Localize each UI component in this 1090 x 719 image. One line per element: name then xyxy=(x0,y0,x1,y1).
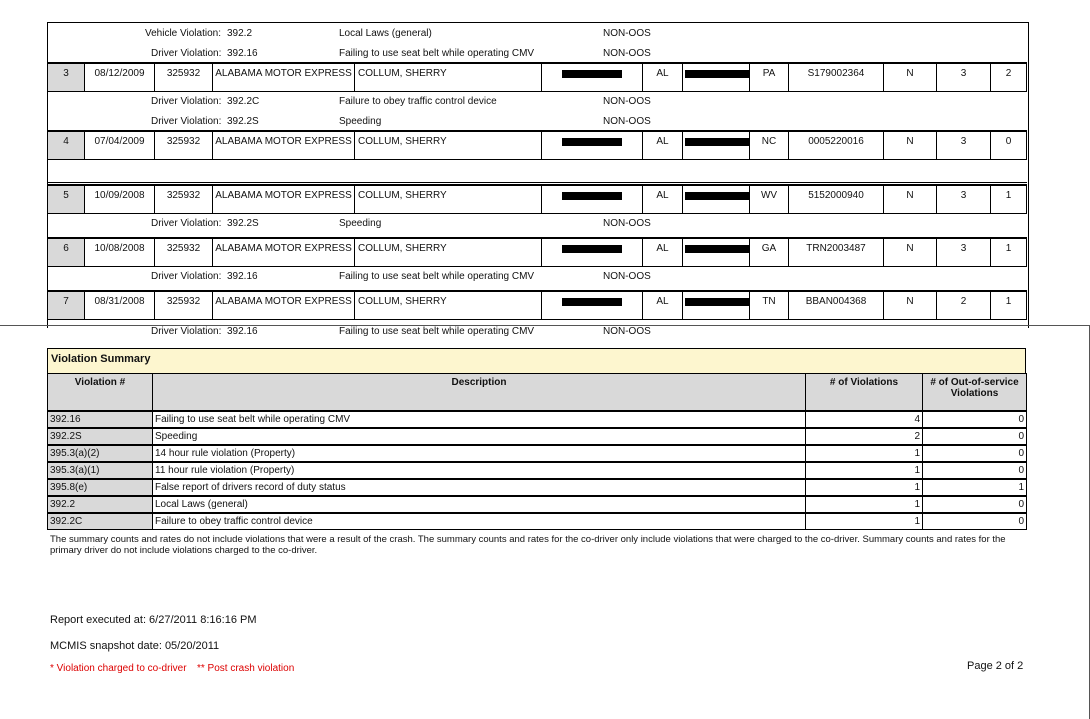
violation-label: Driver Violation: xyxy=(151,48,222,59)
inspection-num: 7 xyxy=(47,291,85,320)
inspection-num: 6 xyxy=(47,238,85,267)
inspection-viol: 0 xyxy=(990,131,1027,160)
inspection-carrier: ALABAMA MOTOR EXPRESS xyxy=(212,185,355,214)
violation-oos: NON-OOS xyxy=(603,116,651,127)
inspection-driver: COLLUM, SHERRY xyxy=(354,185,542,214)
inspection-viol: 1 xyxy=(990,238,1027,267)
inspection-driver: COLLUM, SHERRY xyxy=(354,131,542,160)
redacted-field xyxy=(682,131,750,160)
violation-label: Driver Violation: xyxy=(151,116,222,127)
inspection-carrier: ALABAMA MOTOR EXPRESS xyxy=(212,291,355,320)
inspection-num: 4 xyxy=(47,131,85,160)
inspection-lic-state: AL xyxy=(642,185,683,214)
summary-cell-oos: 0 xyxy=(922,411,1027,428)
inspection-insp-state: PA xyxy=(749,63,789,92)
summary-cell-code: 395.3(a)(2) xyxy=(47,445,153,462)
summary-cell-count: 4 xyxy=(805,411,923,428)
row-separator xyxy=(47,290,1027,291)
redacted-field xyxy=(682,185,750,214)
summary-cell-count: 1 xyxy=(805,513,923,530)
summary-cell-oos: 1 xyxy=(922,479,1027,496)
violation-oos: NON-OOS xyxy=(603,326,651,337)
summary-cell-code: 392.2S xyxy=(47,428,153,445)
row-separator xyxy=(47,182,1027,183)
redaction-bar xyxy=(562,70,622,78)
violation-oos: NON-OOS xyxy=(603,271,651,282)
summary-cell-desc: Failure to obey traffic control device xyxy=(152,513,806,530)
inspection-dot: 325932 xyxy=(154,63,213,92)
inspection-dot: 325932 xyxy=(154,238,213,267)
violation-label: Driver Violation: xyxy=(151,326,222,337)
inspection-report: 0005220016 xyxy=(788,131,884,160)
redaction-bar xyxy=(685,245,749,253)
inspection-dot: 325932 xyxy=(154,185,213,214)
violation-oos: NON-OOS xyxy=(603,48,651,59)
redaction-bar xyxy=(685,70,749,78)
summary-cell-desc: Local Laws (general) xyxy=(152,496,806,513)
inspection-date: 10/09/2008 xyxy=(84,185,155,214)
inspection-level: 3 xyxy=(936,63,991,92)
redacted-field xyxy=(541,291,643,320)
inspection-level: 3 xyxy=(936,185,991,214)
violation-desc: Local Laws (general) xyxy=(339,28,432,39)
violation-code: 392.2 xyxy=(227,28,253,39)
page-number: Page 2 of 2 xyxy=(967,660,1024,672)
summary-cell-count: 1 xyxy=(805,479,923,496)
inspection-level: 3 xyxy=(936,238,991,267)
inspection-level: 3 xyxy=(936,131,991,160)
inspection-hm: N xyxy=(883,131,937,160)
legend-postcrash: ** Post crash violation xyxy=(197,663,295,674)
inspection-date: 08/31/2008 xyxy=(84,291,155,320)
summary-cell-desc: False report of drivers record of duty status xyxy=(152,479,806,496)
snapshot-date: MCMIS snapshot date: 05/20/2011 xyxy=(50,640,220,652)
summary-cell-oos: 0 xyxy=(922,428,1027,445)
summary-cell-code: 392.2C xyxy=(47,513,153,530)
inspection-viol: 1 xyxy=(990,185,1027,214)
inspection-driver: COLLUM, SHERRY xyxy=(354,238,542,267)
summary-title: Violation Summary xyxy=(47,348,1026,374)
inspection-dot: 325932 xyxy=(154,291,213,320)
summary-header-code: Violation # xyxy=(47,373,153,411)
violation-code: 392.16 xyxy=(227,271,258,282)
violation-label: Vehicle Violation: xyxy=(145,28,221,39)
inspection-dot: 325932 xyxy=(154,131,213,160)
summary-cell-oos: 0 xyxy=(922,513,1027,530)
redaction-bar xyxy=(562,138,622,146)
inspection-hm: N xyxy=(883,238,937,267)
violation-code: 392.2C xyxy=(227,96,260,107)
row-separator xyxy=(47,130,1027,131)
summary-header-oos: # of Out-of-service Violations xyxy=(922,373,1027,411)
violation-desc: Speeding xyxy=(339,116,382,127)
violation-desc: Speeding xyxy=(339,218,382,229)
violation-desc: Failing to use seat belt while operating CMV xyxy=(339,271,535,282)
row-separator xyxy=(47,62,1027,63)
redacted-field xyxy=(541,131,643,160)
legend-codriver: * Violation charged to co-driver xyxy=(50,663,187,674)
violation-code: 392.16 xyxy=(227,326,258,337)
redaction-bar xyxy=(562,192,622,200)
redaction-bar xyxy=(562,298,622,306)
violation-desc: Failing to use seat belt while operating CMV xyxy=(339,48,535,59)
redacted-field xyxy=(682,238,750,267)
inspection-carrier: ALABAMA MOTOR EXPRESS xyxy=(212,131,355,160)
redacted-field xyxy=(541,238,643,267)
inspection-lic-state: AL xyxy=(642,131,683,160)
redaction-bar xyxy=(685,192,749,200)
violation-code: 392.16 xyxy=(227,48,258,59)
summary-cell-desc: 14 hour rule violation (Property) xyxy=(152,445,806,462)
inspection-hm: N xyxy=(883,63,937,92)
summary-cell-code: 395.3(a)(1) xyxy=(47,462,153,479)
redaction-bar xyxy=(562,245,622,253)
inspection-date: 10/08/2008 xyxy=(84,238,155,267)
violation-code: 392.2S xyxy=(227,116,259,127)
summary-cell-code: 392.16 xyxy=(47,411,153,428)
inspection-driver: COLLUM, SHERRY xyxy=(354,63,542,92)
summary-cell-desc: Speeding xyxy=(152,428,806,445)
inspection-insp-state: TN xyxy=(749,291,789,320)
report-executed: Report executed at: 6/27/2011 8:16:16 PM xyxy=(50,614,257,626)
summary-cell-oos: 0 xyxy=(922,462,1027,479)
violation-label: Driver Violation: xyxy=(151,271,222,282)
summary-cell-count: 1 xyxy=(805,496,923,513)
inspection-driver: COLLUM, SHERRY xyxy=(354,291,542,320)
redacted-field xyxy=(541,63,643,92)
inspection-date: 08/12/2009 xyxy=(84,63,155,92)
inspection-date: 07/04/2009 xyxy=(84,131,155,160)
inspection-report: BBAN004368 xyxy=(788,291,884,320)
violation-label: Driver Violation: xyxy=(151,96,222,107)
redaction-bar xyxy=(685,138,749,146)
summary-cell-code: 392.2 xyxy=(47,496,153,513)
violation-code: 392.2S xyxy=(227,218,259,229)
summary-cell-desc: Failing to use seat belt while operating CMV xyxy=(152,411,806,428)
violation-desc: Failing to use seat belt while operating CMV xyxy=(339,326,535,337)
inspection-lic-state: AL xyxy=(642,238,683,267)
summary-note: The summary counts and rates do not include violations that were a result of the crash. The summary counts and rates for the co-driver only include violations that were charged to the co-driver. Summary counts and rates for the primary driver do not include violations charged to the co-driver. xyxy=(50,534,1006,556)
redacted-field xyxy=(682,291,750,320)
inspection-hm: N xyxy=(883,185,937,214)
inspection-report: S179002364 xyxy=(788,63,884,92)
inspection-hm: N xyxy=(883,291,937,320)
summary-cell-code: 395.8(e) xyxy=(47,479,153,496)
summary-cell-count: 1 xyxy=(805,462,923,479)
redacted-field xyxy=(682,63,750,92)
summary-header-desc: Description xyxy=(152,373,806,411)
inspection-carrier: ALABAMA MOTOR EXPRESS xyxy=(212,63,355,92)
inspection-viol: 1 xyxy=(990,291,1027,320)
inspection-level: 2 xyxy=(936,291,991,320)
summary-cell-count: 1 xyxy=(805,445,923,462)
inspection-num: 3 xyxy=(47,63,85,92)
summary-cell-oos: 0 xyxy=(922,445,1027,462)
inspection-report: TRN2003487 xyxy=(788,238,884,267)
inspection-num: 5 xyxy=(47,185,85,214)
violation-label: Driver Violation: xyxy=(151,218,222,229)
row-separator xyxy=(47,237,1027,238)
summary-cell-oos: 0 xyxy=(922,496,1027,513)
inspection-insp-state: NC xyxy=(749,131,789,160)
violation-oos: NON-OOS xyxy=(603,28,651,39)
inspection-insp-state: WV xyxy=(749,185,789,214)
redacted-field xyxy=(541,185,643,214)
redaction-bar xyxy=(685,298,749,306)
inspection-insp-state: GA xyxy=(749,238,789,267)
summary-cell-count: 2 xyxy=(805,428,923,445)
summary-cell-desc: 11 hour rule violation (Property) xyxy=(152,462,806,479)
row-separator xyxy=(47,184,1027,185)
inspection-carrier: ALABAMA MOTOR EXPRESS xyxy=(212,238,355,267)
inspection-lic-state: AL xyxy=(642,63,683,92)
inspection-viol: 2 xyxy=(990,63,1027,92)
summary-header-count: # of Violations xyxy=(805,373,923,411)
violation-oos: NON-OOS xyxy=(603,218,651,229)
violation-oos: NON-OOS xyxy=(603,96,651,107)
violation-desc: Failure to obey traffic control device xyxy=(339,96,497,107)
inspection-report: 5152000940 xyxy=(788,185,884,214)
inspection-lic-state: AL xyxy=(642,291,683,320)
